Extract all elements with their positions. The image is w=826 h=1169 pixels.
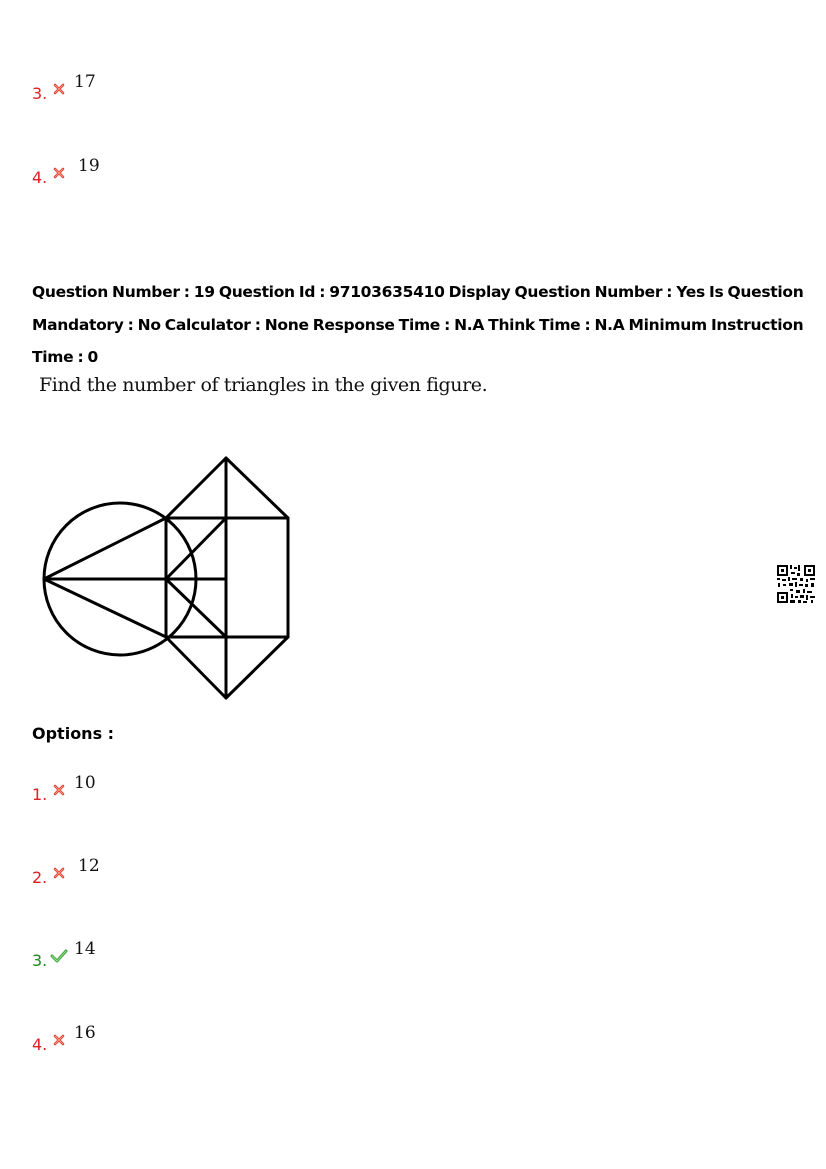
cross-icon (52, 866, 66, 880)
qr-code-icon (776, 564, 816, 604)
option-value: 14 (74, 939, 96, 959)
option-value: 16 (74, 1023, 96, 1043)
cross-icon (52, 82, 66, 96)
option-number: 1. (32, 785, 48, 804)
option-value: 19 (78, 156, 100, 176)
options-label: Options : (32, 724, 115, 743)
question-text: Find the number of triangles in the given figure. (39, 374, 488, 396)
cross-icon (52, 166, 66, 180)
checkmark-icon (50, 948, 68, 964)
cross-icon (52, 1033, 66, 1047)
option-number: 4. (32, 168, 48, 187)
option-number: 3. (32, 84, 48, 103)
cross-icon (52, 783, 66, 797)
question-meta: Question Number : 19 Question Id : 97103635410 Display Question Number : Yes Is Question Mandatory : No Calculator : None Response Time : N.A Think Time : N.A Minimum Instruction Time : 0 (32, 283, 804, 366)
triangle-figure (38, 452, 300, 706)
option-number: 2. (32, 868, 48, 887)
option-value: 10 (74, 773, 96, 793)
option-number: 4. (32, 1035, 48, 1054)
option-value: 12 (78, 856, 100, 876)
option-value: 17 (74, 72, 96, 92)
option-number: 3. (32, 951, 48, 970)
